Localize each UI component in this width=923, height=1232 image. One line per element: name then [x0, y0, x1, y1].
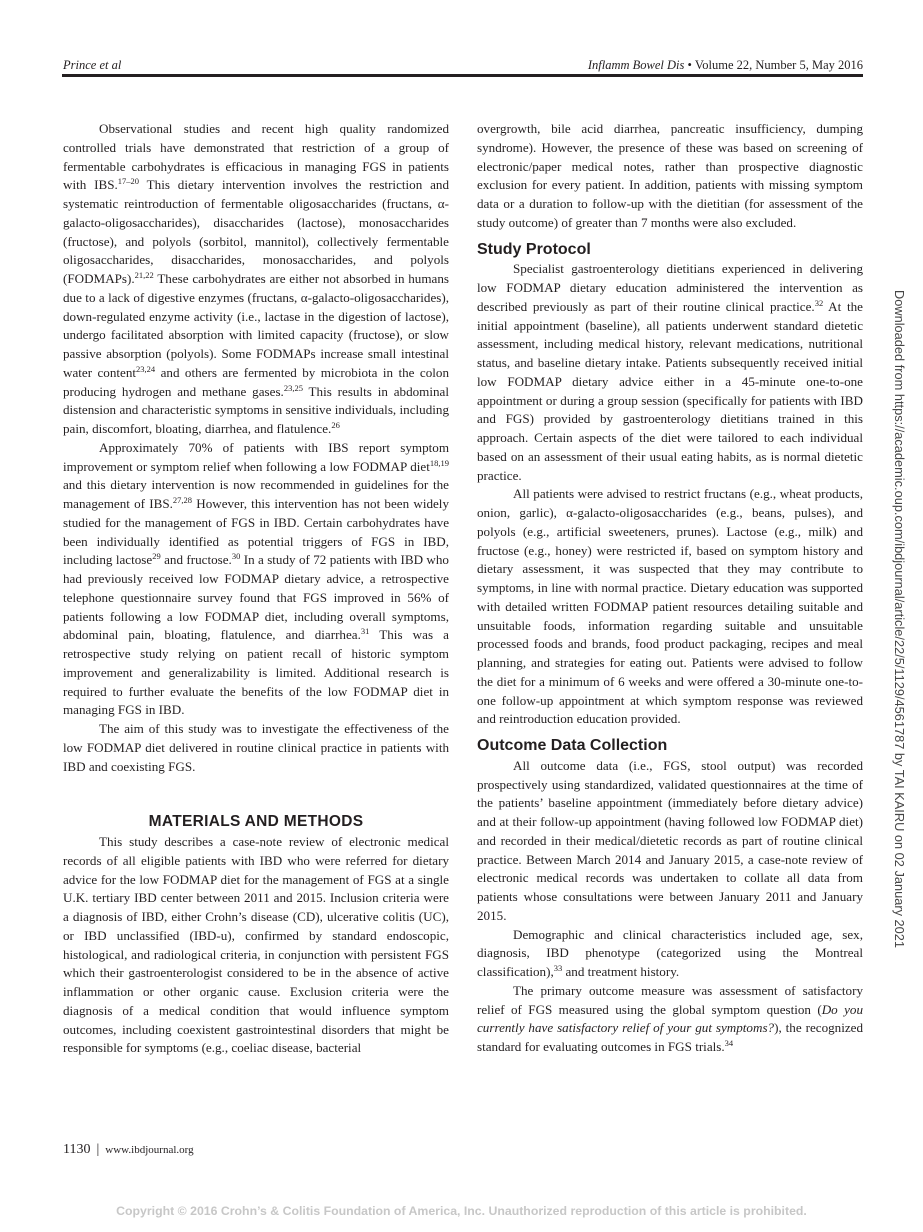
- copyright-notice: Copyright © 2016 Crohn’s & Colitis Foundation of America, Inc. Unauthorized reproduction of this article is prohibited.: [116, 1204, 807, 1218]
- journal-url: www.ibdjournal.org: [105, 1144, 194, 1156]
- left-column: [63, 120, 449, 1058]
- header-bullet: •: [687, 58, 692, 72]
- download-watermark-text: Downloaded from https://academic.oup.com/ibdjournal/article/22/5/1129/4561787 by TAI KAIRU on 02 January 2021: [892, 290, 907, 949]
- heading-study-protocol: Study Protocol: [477, 240, 591, 258]
- paragraph-fodmap-intro: Observational studies and recent high quality randomized controlled trials have demonstrated that restriction of a group of fermentable carbohydrates is efficacious in managing FGS in patients with IBS.$^{17-20}$ This dietary intervention involves the restriction and systematic reintroduction of fermentable oligosaccharides (fructans, α-galacto-oligosaccharides), disaccharides (lactose), monosaccharides (fructose), and polyols (sorbitol, mannitol), collectively fermentable oligosaccharides, disaccharides, monosaccharides, and polyols (FODMAPs).$^{21,22}$ These carbohydrates are either not absorbed in humans due to a lack of digestive enzymes (fructans, α-galacto-oligosaccharides), down-regulated enzyme activity (i.e., lactase in the digestion of lactose), undergo facilitated absorption with limited capacity (fructose), or slow passive absorption (polyols). Some FODMAPs increase small intestinal water content$^{23,24}$ and others are fermented by microbiota in the colon producing hydrogen and methane gases.$^{23,25}$ This results in abdominal distension and characteristic symptoms in sensitive individuals, including pain, discomfort, bloating, diarrhea, and flatulence.$^{26}$: [63, 121, 450, 436]
- journal-name: Inflamm Bowel Dis: [587, 58, 685, 72]
- paragraph-study-aim: The aim of this study was to investigate the effectiveness of the low FODMAP diet delivered in routine clinical practice in patients with IBD and coexisting FGS.: [63, 721, 449, 774]
- right-column: [477, 120, 863, 1057]
- heading-outcome-data: Outcome Data Collection: [477, 737, 668, 754]
- paragraph-outcome-data: All outcome data (i.e., FGS, stool output) was recorded prospectively using standardized, validated questionnaires at the time of the patients’ baseline appointment (immediately before dietary advice) and at their follow-up appointment (having followed low FODMAP diet) and recorded in their medical/dietetic records as part of routine clinical practice. Between March 2014 and January 2015, a case-note review of electronic medical records was undertaken to collate all data from patients whose consultations were between January 2011 and January 2015.: [477, 757, 863, 923]
- running-head-authors: Prince et al: [63, 58, 122, 72]
- paragraph-diet-restrictions: All patients were advised to restrict fructans (e.g., wheat products, onion, garlic), α-galacto-oligosaccharides (e.g., beans, pulses), and polyols (e.g., artificial sweeteners, prunes). Lactose (e.g., milk) and fructose (e.g., honey) were restricted if, based on symptom history and dietary assessment, it was suspected that they may contribute to symptoms, in line with normal practice. Dietary education was supported with detailed written FODMAP patient resources detailing suitable and unsuitable foods, information regarding suitable and unsuitable processed foods and brands, food product packaging, recipes and meal planning, and strategies for eating out. Patients were advised to follow the diet for a minimum of 6 weeks and were offered a 30-minute one-to-one follow-up appointment at which symptom response was reviewed and reintroduction education provided.: [477, 486, 863, 727]
- paragraph-exclusions: overgrowth, bile acid diarrhea, pancreatic insufficiency, dumping syndrome). However, the presence of these was based on screening of electronic/paper medical notes, rather than prospective diagnostic exclusion for every patient. In addition, patients with missing symptom data or a duration to follow-up with the dietitian (for assessment of the study outcome) of greater than 7 months were also excluded.: [477, 121, 863, 230]
- page-number: 1130: [63, 1142, 91, 1157]
- header-rule: [62, 74, 863, 77]
- heading-materials-methods: MATERIALS AND METHODS: [148, 813, 364, 831]
- journal-volume: Volume 22, Number 5, May 2016: [694, 58, 863, 72]
- paragraph-ibs-evidence: Approximately 70% of patients with IBS report symptom improvement or symptom relief when following a low FODMAP diet$^{18,19}$ and this dietary intervention is now recommended in guidelines for the management of IBS.$^{27,28}$ However, this intervention has not been widely studied for the management of FGS in IBD. Certain carbohydrates have been individually identified as potential triggers of FGS in IBD, including lactose$^{29}$ and fructose.$^{30}$ In a study of 72 patients with IBD who had previously received low FODMAP dietary advice, a retrospective telephone questionnaire survey found that FGS improved in 56% of patients following a low FODMAP diet, including overall symptoms, abdominal pain, bloating, flatulence, and diarrhea.$^{31}$ This was a retrospective study relying on patient recall of historic symptom improvement and generalizability is limited. Additional research is required to further evaluate the benefits of the low FODMAP diet in managing FGS in IBD.: [63, 439, 449, 718]
- running-head-journal: [588, 58, 863, 73]
- paragraph-primary-outcome: The primary outcome measure was assessment of satisfactory relief of FGS measured using the global symptom question (Do you currently have satisfactory relief of your gut symptoms?), the recognized standard for evaluating outcomes in FGS trials.$^{34}$: [477, 982, 864, 1054]
- page-footer: [63, 1142, 194, 1158]
- paragraph-demographics: Demographic and clinical characteristics included age, sex, diagnosis, IBD phenotype (categorized using the Montreal classification),$^{33}$ and treatment history.: [477, 926, 863, 979]
- download-watermark: [893, 290, 907, 950]
- footer-separator: |: [96, 1142, 100, 1157]
- paragraph-methods: This study describes a case-note review of electronic medical records of all eligible patients with IBD who were referred for dietary advice for the low FODMAP diet for the management of FGS at a single U.K. tertiary IBD center between 2011 and 2015. Inclusion criteria were a diagnosis of IBD, either Crohn’s disease (CD), ulcerative colitis (UC), or IBD unclassified (IBD-u), confirmed by standard endoscopic, histological, and radiological criteria, in conjunction with persistent FGS which their gastroenterologist considered to be in the absence of active inflammation or other organic cause. Exclusion criteria were the diagnosis of a medical condition that would influence symptom outcomes, including coexistent gastrointestinal disorders that might be responsible for symptoms (e.g., coeliac disease, bacterial: [63, 834, 449, 1056]
- paragraph-protocol: Specialist gastroenterology dietitians experienced in delivering low FODMAP dietary education administered the intervention as described previously as part of their routine clinical practice.$^{32}$ At the initial appointment (baseline), all patients underwent standard dietetic assessment, including medical history, relevant medications, nutritional status, and baseline dietary intake. Patients subsequently received initial low FODMAP dietary advice either in a 45-minute one-to-one appointment or during a group session (specifically for patients with IBD and FGS) provided by gastroenterology dietitians trained in this approach. Certain aspects of the diet were tailored to each individual based on an assessment of their usual eating habits, as is normal dietetic practice.: [477, 261, 863, 483]
